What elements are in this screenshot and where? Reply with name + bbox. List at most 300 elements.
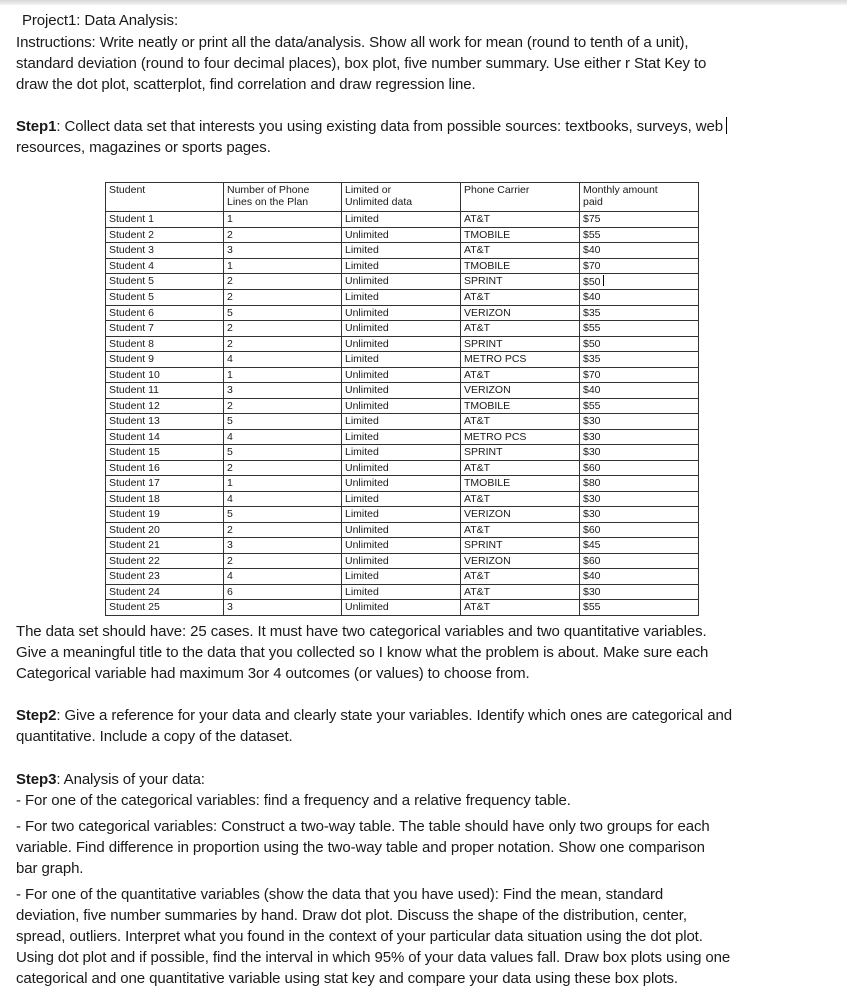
table-row xyxy=(106,243,699,259)
table-cell xyxy=(106,258,224,274)
table-row xyxy=(106,321,699,337)
table-cell xyxy=(342,290,461,306)
table-cell xyxy=(342,429,461,445)
cell-text: VERIZON xyxy=(464,306,511,319)
step1-label: Step1 xyxy=(16,118,57,135)
cell-text: Student 1 xyxy=(109,213,154,225)
table-cell xyxy=(580,243,699,259)
cell-text: Unlimited xyxy=(345,554,389,567)
table-cell xyxy=(342,305,461,321)
cell-text: 2 xyxy=(227,554,233,567)
table-cell xyxy=(106,445,224,461)
cell-text: SPRINT xyxy=(464,275,503,287)
column-header-text: Number of Phone xyxy=(227,184,310,196)
cell-text: 3 xyxy=(227,601,233,613)
cell-text: AT&T xyxy=(464,461,491,474)
table-cell xyxy=(580,305,699,321)
table-row xyxy=(106,476,699,492)
cell-text: Unlimited xyxy=(345,337,389,350)
cell-text: Limited xyxy=(345,446,379,458)
table-cell xyxy=(224,243,342,259)
table-cell xyxy=(461,584,580,600)
cell-text: AT&T xyxy=(464,291,491,303)
table-cell xyxy=(580,227,699,243)
table-cell xyxy=(224,460,342,476)
table-cell xyxy=(342,336,461,352)
cell-text: Limited xyxy=(345,244,379,256)
cell-text: 1 xyxy=(227,477,233,489)
cell-text: Unlimited xyxy=(345,368,389,381)
table-cell xyxy=(461,569,580,585)
cell-text: 2 xyxy=(227,523,233,536)
table-cell xyxy=(461,383,580,399)
cell-text: Unlimited xyxy=(345,523,389,536)
table-row xyxy=(106,538,699,554)
table-cell xyxy=(461,367,580,383)
document-title: Project1: Data Analysis: xyxy=(22,12,179,29)
table-cell xyxy=(106,584,224,600)
column-header-text: Phone Carrier xyxy=(464,184,530,196)
text-cursor xyxy=(603,275,604,286)
cell-text: Student 22 xyxy=(109,554,160,567)
table-cell xyxy=(580,367,699,383)
column-header-text: Monthly amount xyxy=(583,184,658,196)
cell-text: AT&T xyxy=(464,585,491,598)
table-cell xyxy=(106,476,224,492)
cell-text: AT&T xyxy=(464,368,491,381)
cell-text: TMOBILE xyxy=(464,259,511,272)
cell-text: $60 xyxy=(583,523,601,536)
cell-text: 1 xyxy=(227,368,233,381)
cell-text: TMOBILE xyxy=(464,477,511,489)
table-cell xyxy=(580,336,699,352)
cell-text: Student 7 xyxy=(109,322,154,334)
table-cell xyxy=(461,336,580,352)
cell-text: Student 15 xyxy=(109,446,160,458)
cell-text: METRO PCS xyxy=(464,430,527,443)
cell-text: 4 xyxy=(227,492,233,505)
table-header-row xyxy=(106,183,699,212)
table-row xyxy=(106,600,699,616)
cell-text: Limited xyxy=(345,570,379,582)
cell-text: Student 11 xyxy=(109,384,160,396)
cell-text: $55 xyxy=(583,601,601,613)
table-cell xyxy=(224,352,342,368)
cell-text: 3 xyxy=(227,384,233,396)
cell-text: VERIZON xyxy=(464,554,511,567)
table-cell xyxy=(224,553,342,569)
cell-text: $60 xyxy=(583,554,601,567)
table-cell xyxy=(461,258,580,274)
table-cell xyxy=(106,538,224,554)
table-row xyxy=(106,290,699,306)
table-cell xyxy=(106,600,224,616)
table-cell xyxy=(342,258,461,274)
cell-text: AT&T xyxy=(464,244,491,256)
cell-text: 4 xyxy=(227,570,233,582)
cell-text: Student 5 xyxy=(109,291,154,303)
table-cell xyxy=(106,383,224,399)
step1-text: : Collect data set that interests you using existing data from possible sources: textbooks, surveys, web xyxy=(56,118,723,135)
table-cell xyxy=(106,212,224,228)
cell-text: Limited xyxy=(345,430,379,443)
bullet-line: Using dot plot and if possible, find the interval in which 95% of your data values fall. Draw box plots using one xyxy=(16,949,731,966)
table-cell xyxy=(580,290,699,306)
cell-text: $30 xyxy=(583,415,601,427)
step3-bullet xyxy=(16,884,730,989)
cell-text: Student 5 xyxy=(109,275,154,287)
cell-text: 2 xyxy=(227,291,233,303)
step2-text: : Give a reference for your data and clearly state your variables. Identify which ones are categorical and xyxy=(56,707,732,724)
column-header-text: Unlimited data xyxy=(345,196,413,208)
table-cell xyxy=(342,243,461,259)
table-row xyxy=(106,258,699,274)
column-header xyxy=(224,183,342,212)
cell-text: $70 xyxy=(583,368,601,381)
table-cell xyxy=(580,507,699,523)
cell-text: Student 2 xyxy=(109,228,154,241)
table-cell xyxy=(224,383,342,399)
table-cell xyxy=(224,538,342,554)
cell-text: $75 xyxy=(583,213,601,225)
table-cell xyxy=(580,414,699,430)
cell-text: $35 xyxy=(583,306,601,319)
cell-text: 5 xyxy=(227,306,233,319)
column-header-text: Lines on the Plan xyxy=(227,196,309,208)
table-row xyxy=(106,553,699,569)
bullet-line: - For two categorical variables: Construct a two-way table. The table should have only two groups for each xyxy=(16,818,710,835)
table-cell xyxy=(342,445,461,461)
table-cell xyxy=(106,336,224,352)
table-row xyxy=(106,352,699,368)
cell-text: Student 19 xyxy=(109,508,160,520)
cell-text: 2 xyxy=(227,399,233,412)
cell-text: Limited xyxy=(345,213,379,225)
table-row xyxy=(106,383,699,399)
table-cell xyxy=(461,274,580,290)
table-cell xyxy=(106,290,224,306)
table-cell xyxy=(224,290,342,306)
table-cell xyxy=(224,600,342,616)
table-row xyxy=(106,491,699,507)
cell-text: Student 10 xyxy=(109,368,160,381)
table-cell xyxy=(106,367,224,383)
step3-bullet xyxy=(16,816,730,879)
table-cell xyxy=(224,491,342,507)
table-cell xyxy=(224,274,342,290)
cell-text: $55 xyxy=(583,399,601,412)
table-cell xyxy=(224,584,342,600)
cell-text: $35 xyxy=(583,353,601,365)
cell-text: $70 xyxy=(583,259,601,272)
cell-text: $30 xyxy=(583,585,601,598)
dataset-note xyxy=(16,621,708,684)
cell-text: Student 17 xyxy=(109,477,160,489)
top-border xyxy=(0,0,847,5)
table-row xyxy=(106,227,699,243)
table-cell xyxy=(342,321,461,337)
cell-text: Unlimited xyxy=(345,384,389,396)
cell-text: Student 12 xyxy=(109,399,160,412)
table-cell xyxy=(106,305,224,321)
step2-text: quantitative. Include a copy of the dataset. xyxy=(16,728,293,745)
table-cell xyxy=(342,491,461,507)
table-cell xyxy=(106,507,224,523)
instructions-line: standard deviation (round to four decimal places), box plot, five number summary. Use either r Stat Key to xyxy=(16,55,707,72)
table-cell xyxy=(461,507,580,523)
table-cell xyxy=(106,429,224,445)
cell-text: AT&T xyxy=(464,213,491,225)
table-cell xyxy=(106,569,224,585)
table-row xyxy=(106,445,699,461)
cell-text: Limited xyxy=(345,415,379,427)
cell-text: Unlimited xyxy=(345,539,389,551)
step3 xyxy=(16,769,730,989)
cell-text: $55 xyxy=(583,322,601,334)
cell-text: Student 9 xyxy=(109,353,154,365)
bullet-line: bar graph. xyxy=(16,860,84,877)
cell-text: 1 xyxy=(227,213,233,225)
cell-text: AT&T xyxy=(464,492,491,505)
cell-text: 2 xyxy=(227,337,233,350)
table-cell xyxy=(461,243,580,259)
table-cell xyxy=(224,321,342,337)
table-cell xyxy=(580,445,699,461)
cell-text: $55 xyxy=(583,228,601,241)
table-row xyxy=(106,584,699,600)
cell-text: 2 xyxy=(227,322,233,334)
cell-text: VERIZON xyxy=(464,508,511,520)
cell-text: Student 14 xyxy=(109,430,160,443)
cell-text: Student 3 xyxy=(109,244,154,256)
cell-text: Student 20 xyxy=(109,523,160,536)
table-cell xyxy=(342,569,461,585)
cell-text: 2 xyxy=(227,461,233,474)
cell-text: $40 xyxy=(583,244,601,256)
cell-text: SPRINT xyxy=(464,337,503,350)
table-cell xyxy=(106,352,224,368)
table-cell xyxy=(580,429,699,445)
step3-intro: : Analysis of your data: xyxy=(56,771,205,788)
cell-text: 2 xyxy=(227,275,233,287)
table-cell xyxy=(580,258,699,274)
table-row xyxy=(106,212,699,228)
table-cell xyxy=(224,429,342,445)
cell-text: Limited xyxy=(345,492,379,505)
cell-text: $40 xyxy=(583,384,601,396)
cell-text: SPRINT xyxy=(464,539,503,551)
cell-text: 5 xyxy=(227,508,233,520)
cell-text: Limited xyxy=(345,291,379,303)
table-row xyxy=(106,429,699,445)
table-cell xyxy=(461,600,580,616)
table-cell xyxy=(106,321,224,337)
table-cell xyxy=(224,414,342,430)
cell-text: $50 xyxy=(583,276,601,288)
cell-text: Student 25 xyxy=(109,601,160,613)
cell-text: TMOBILE xyxy=(464,399,511,412)
dataset-table xyxy=(105,182,699,616)
cell-text: Unlimited xyxy=(345,306,389,319)
table-cell xyxy=(461,491,580,507)
cell-text: AT&T xyxy=(464,570,491,582)
note-line: The data set should have: 25 cases. It must have two categorical variables and two quantitative variables. xyxy=(16,623,707,640)
cell-text: SPRINT xyxy=(464,446,503,458)
table-row xyxy=(106,414,699,430)
column-header xyxy=(461,183,580,212)
table-cell xyxy=(106,227,224,243)
table-cell xyxy=(580,460,699,476)
cell-text: Student 13 xyxy=(109,415,160,427)
table-cell xyxy=(580,352,699,368)
table-cell xyxy=(224,336,342,352)
table-cell xyxy=(224,569,342,585)
cell-text: Student 18 xyxy=(109,492,160,505)
table-cell xyxy=(580,212,699,228)
column-header-text: Limited or xyxy=(345,184,392,196)
text-cursor xyxy=(726,117,727,134)
column-header xyxy=(106,183,224,212)
cell-text: Limited xyxy=(345,353,379,365)
cell-text: Unlimited xyxy=(345,322,389,334)
cell-text: $80 xyxy=(583,477,601,489)
table-cell xyxy=(461,212,580,228)
table-cell xyxy=(342,584,461,600)
table-cell xyxy=(106,553,224,569)
table-cell xyxy=(461,476,580,492)
table-cell xyxy=(461,290,580,306)
table-cell xyxy=(580,538,699,554)
cell-text: $60 xyxy=(583,461,601,474)
table-cell xyxy=(580,491,699,507)
table-cell xyxy=(342,538,461,554)
table-cell xyxy=(461,460,580,476)
table-cell xyxy=(461,352,580,368)
table-cell xyxy=(580,569,699,585)
cell-text: Limited xyxy=(345,585,379,598)
table-row xyxy=(106,460,699,476)
step3-label: Step3 xyxy=(16,771,57,788)
step2 xyxy=(16,705,732,747)
instructions-line: Instructions: Write neatly or print all the data/analysis. Show all work for mean (round to tenth of a unit), xyxy=(16,34,689,51)
table-cell xyxy=(342,460,461,476)
bullet-line: deviation, five number summaries by hand. Draw dot plot. Discuss the shape of the distribution, center, xyxy=(16,907,687,924)
table-cell xyxy=(224,507,342,523)
cell-text: Student 23 xyxy=(109,570,160,582)
table-cell xyxy=(342,553,461,569)
table-cell xyxy=(224,398,342,414)
cell-text: $45 xyxy=(583,539,601,551)
table-cell xyxy=(461,445,580,461)
table-cell xyxy=(580,476,699,492)
table-cell xyxy=(580,321,699,337)
cell-text: TMOBILE xyxy=(464,228,511,241)
cell-text: Unlimited xyxy=(345,275,389,287)
table-cell xyxy=(224,476,342,492)
cell-text: AT&T xyxy=(464,415,491,427)
cell-text: VERIZON xyxy=(464,384,511,396)
table-cell xyxy=(106,398,224,414)
table-cell xyxy=(580,274,699,290)
table-cell xyxy=(106,460,224,476)
table-cell xyxy=(461,553,580,569)
table-row xyxy=(106,507,699,523)
table-cell xyxy=(461,522,580,538)
cell-text: $30 xyxy=(583,508,601,520)
table-cell xyxy=(342,476,461,492)
table-cell xyxy=(106,491,224,507)
table-cell xyxy=(461,414,580,430)
instructions-line: draw the dot plot, scatterplot, find correlation and draw regression line. xyxy=(16,76,476,93)
table-row xyxy=(106,336,699,352)
table-cell xyxy=(224,258,342,274)
table-cell xyxy=(106,274,224,290)
table-cell xyxy=(580,383,699,399)
table-cell xyxy=(580,522,699,538)
cell-text: Unlimited xyxy=(345,461,389,474)
cell-text: Limited xyxy=(345,259,379,272)
table-cell xyxy=(342,212,461,228)
table-cell xyxy=(342,522,461,538)
table-cell xyxy=(342,352,461,368)
cell-text: Student 4 xyxy=(109,259,154,272)
table-cell xyxy=(461,398,580,414)
cell-text: $40 xyxy=(583,291,601,303)
cell-text: 3 xyxy=(227,244,233,256)
step1 xyxy=(16,116,727,158)
table-cell xyxy=(342,383,461,399)
cell-text: 5 xyxy=(227,446,233,458)
note-line: Categorical variable had maximum 3or 4 outcomes (or values) to choose from. xyxy=(16,665,530,682)
column-header xyxy=(580,183,699,212)
bullet-line: spread, outliers. Interpret what you found in the context of your particular data situation using the dot plot. xyxy=(16,928,703,945)
cell-text: 1 xyxy=(227,259,233,272)
table-row xyxy=(106,569,699,585)
cell-text: $30 xyxy=(583,492,601,505)
cell-text: $40 xyxy=(583,570,601,582)
table-cell xyxy=(580,553,699,569)
cell-text: AT&T xyxy=(464,523,491,536)
step3-bullet: - For one of the categorical variables: find a frequency and a relative frequency table. xyxy=(16,792,571,809)
cell-text: METRO PCS xyxy=(464,353,527,365)
cell-text: 6 xyxy=(227,585,233,598)
bullet-line: - For one of the quantitative variables (show the data that you have used): Find the mean, standard xyxy=(16,886,664,903)
table-cell xyxy=(224,305,342,321)
cell-text: AT&T xyxy=(464,601,491,613)
table-cell xyxy=(580,584,699,600)
column-header xyxy=(342,183,461,212)
cell-text: Student 16 xyxy=(109,461,160,474)
note-line: Give a meaningful title to the data that you collected so I know what the problem is about. Make sure each xyxy=(16,644,709,661)
bullet-line: categorical and one quantitative variable using stat key and compare your data using these box plots. xyxy=(16,970,678,987)
table-cell xyxy=(342,414,461,430)
cell-text: Unlimited xyxy=(345,477,389,489)
cell-text: 3 xyxy=(227,539,233,551)
cell-text: $50 xyxy=(583,337,601,350)
table-row xyxy=(106,522,699,538)
step1-text: resources, magazines or sports pages. xyxy=(16,139,271,156)
table-cell xyxy=(224,367,342,383)
table-cell xyxy=(461,429,580,445)
table-cell xyxy=(224,212,342,228)
bullet-line: variable. Find difference in proportion using the two-way table and proper notation. Show one comparison xyxy=(16,839,705,856)
cell-text: 4 xyxy=(227,353,233,365)
table-cell xyxy=(461,305,580,321)
cell-text: Student 6 xyxy=(109,306,154,319)
table-cell xyxy=(224,227,342,243)
table-row xyxy=(106,367,699,383)
cell-text: Unlimited xyxy=(345,601,389,613)
